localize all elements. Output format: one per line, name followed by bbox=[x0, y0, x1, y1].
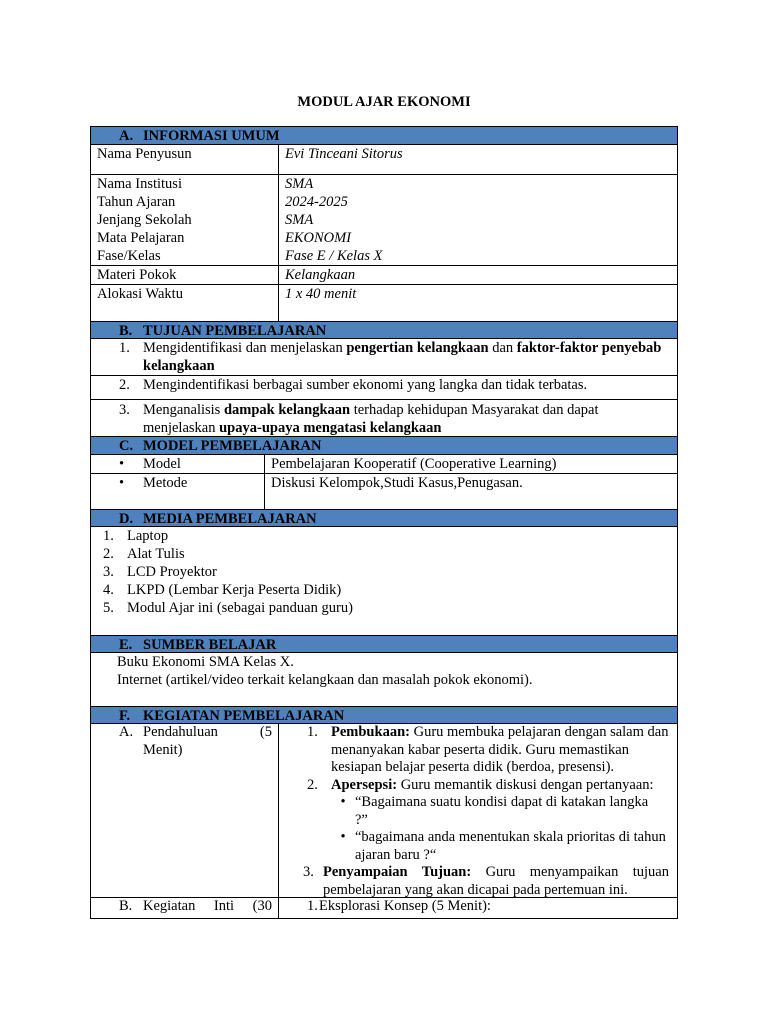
info-row-jenjang bbox=[91, 211, 677, 229]
kegiatan-step: 3. Penyampaian Tujuan: Guru menyampaikan tujuan pembelajaran yang akan dicapai pada pertemuan ini. bbox=[303, 864, 669, 898]
kegiatan-step: 2. Apersepsi: Guru memantik diskusi dengan pertanyaan: bbox=[307, 776, 654, 793]
info-label: Fase/Kelas bbox=[91, 247, 279, 265]
section-header-media bbox=[91, 509, 677, 527]
model-row bbox=[91, 474, 677, 509]
section-letter: E. bbox=[119, 637, 133, 653]
section-title: TUJUAN PEMBELAJARAN bbox=[143, 323, 327, 339]
section-title: SUMBER BELAJAR bbox=[143, 637, 277, 653]
section-letter: C. bbox=[119, 438, 134, 454]
section-title: KEGIATAN PEMBELAJARAN bbox=[143, 708, 345, 724]
bullet-icon: • bbox=[119, 475, 125, 491]
tujuan-item bbox=[91, 400, 677, 437]
info-value: SMA bbox=[285, 176, 314, 192]
section-header-tujuan bbox=[91, 321, 677, 339]
tujuan-item bbox=[91, 376, 677, 400]
media-item: 1. Laptop bbox=[103, 528, 169, 544]
info-value: Fase E / Kelas X bbox=[285, 248, 383, 264]
item-number: 1. bbox=[119, 340, 130, 356]
info-row-institusi bbox=[91, 175, 677, 193]
item-text: Mengindentifikasi berbagai sumber ekonomi yang langka dan tidak terbatas. bbox=[143, 377, 588, 393]
info-row-tahun bbox=[91, 193, 677, 211]
info-value: 2024-2025 bbox=[285, 194, 348, 210]
bullet-icon: • bbox=[340, 794, 346, 810]
item-text: Menganalisis dampak kelangkaan terhadap kehidupan Masyarakat dan dapat menjelaskan upaya-upaya mengatasi kelangkaan bbox=[143, 402, 599, 436]
media-list bbox=[91, 527, 677, 635]
item-text: Mengidentifikasi dan menjelaskan pengertian kelangkaan dan faktor-faktor penyebab kelangkaan bbox=[143, 340, 662, 374]
model-value: Diskusi Kelompok,Studi Kasus,Penugasan. bbox=[271, 475, 523, 491]
model-label: Metode bbox=[143, 475, 188, 491]
tujuan-item bbox=[91, 339, 677, 376]
info-value: SMA bbox=[285, 212, 314, 228]
section-header-sumber bbox=[91, 635, 677, 653]
kegiatan-label: Pendahuluan (5 Menit) bbox=[143, 724, 272, 758]
apersepsi-question: • “Bagaimana suatu kondisi dapat di katakan langka ?” bbox=[307, 794, 669, 829]
model-value: Pembelajaran Kooperatif (Cooperative Learning) bbox=[271, 456, 557, 472]
info-label: Jenjang Sekolah bbox=[91, 211, 279, 229]
section-title: MEDIA PEMBELAJARAN bbox=[143, 511, 317, 527]
kegiatan-label: Kegiatan Inti (30 bbox=[143, 898, 272, 914]
kegiatan-letter: B. bbox=[119, 898, 133, 914]
section-letter: F. bbox=[119, 708, 131, 724]
document-title: MODUL AJAR EKONOMI bbox=[297, 94, 471, 110]
section-title: MODEL PEMBELAJARAN bbox=[143, 438, 322, 454]
media-item: 4. LKPD (Lembar Kerja Peserta Didik) bbox=[103, 582, 342, 598]
kegiatan-step: 1. Pembukaan: Guru membuka pelajaran dengan salam dan menanyakan kabar peserta didik. Guru memastikan kesiapan belajar peserta didik (berdoa, presensi). bbox=[307, 724, 669, 775]
info-row-mapel bbox=[91, 229, 677, 247]
section-letter: D. bbox=[119, 511, 134, 527]
info-value: EKONOMI bbox=[285, 230, 352, 246]
section-header-kegiatan bbox=[91, 706, 677, 724]
info-row-penyusun bbox=[91, 145, 677, 175]
info-label: Nama Penyusun bbox=[91, 145, 279, 174]
kegiatan-inti-row bbox=[91, 898, 677, 918]
section-header-model bbox=[91, 437, 677, 455]
info-label: Materi Pokok bbox=[91, 266, 279, 284]
info-label: Alokasi Waktu bbox=[91, 285, 279, 321]
info-value: Evi Tinceani Sitorus bbox=[285, 146, 403, 162]
info-value: 1 x 40 menit bbox=[285, 286, 357, 302]
item-number: 2. bbox=[119, 377, 130, 393]
info-label: Nama Institusi bbox=[91, 175, 279, 193]
sumber-item: Internet (artikel/video terkait kelangkaan dan masalah pokok ekonomi). bbox=[117, 672, 533, 688]
kegiatan-pendahuluan-row bbox=[91, 724, 677, 898]
info-row-fase bbox=[91, 247, 677, 265]
info-label: Mata Pelajaran bbox=[91, 229, 279, 247]
info-row-alokasi bbox=[91, 285, 677, 321]
model-row bbox=[91, 455, 677, 474]
item-number: 3. bbox=[119, 402, 130, 418]
media-item: 3. LCD Proyektor bbox=[103, 564, 217, 580]
modul-table bbox=[90, 126, 678, 919]
section-header-informasi-umum bbox=[91, 127, 677, 145]
media-item: 2. Alat Tulis bbox=[103, 546, 185, 562]
bullet-icon: • bbox=[119, 456, 125, 472]
section-letter: B. bbox=[119, 323, 133, 339]
section-title: INFORMASI UMUM bbox=[143, 128, 280, 144]
info-value: Kelangkaan bbox=[285, 267, 356, 283]
section-letter: A. bbox=[119, 128, 134, 144]
kegiatan-letter: A. bbox=[119, 724, 134, 740]
info-row-materi bbox=[91, 265, 677, 285]
media-item: 5. Modul Ajar ini (sebagai panduan guru) bbox=[103, 600, 353, 616]
apersepsi-question: • “bagaimana anda menentukan skala prioritas di tahun ajaran baru ?“ bbox=[307, 829, 669, 864]
sumber-item: Buku Ekonomi SMA Kelas X. bbox=[117, 654, 294, 670]
info-label: Tahun Ajaran bbox=[91, 193, 279, 211]
sumber-list bbox=[91, 653, 677, 706]
kegiatan-detail bbox=[279, 898, 677, 918]
kegiatan-step: 1. Eksplorasi Konsep (5 Menit): bbox=[307, 898, 491, 914]
kegiatan-detail bbox=[279, 724, 677, 897]
bullet-icon: • bbox=[340, 829, 346, 845]
model-label: Model bbox=[143, 456, 181, 472]
